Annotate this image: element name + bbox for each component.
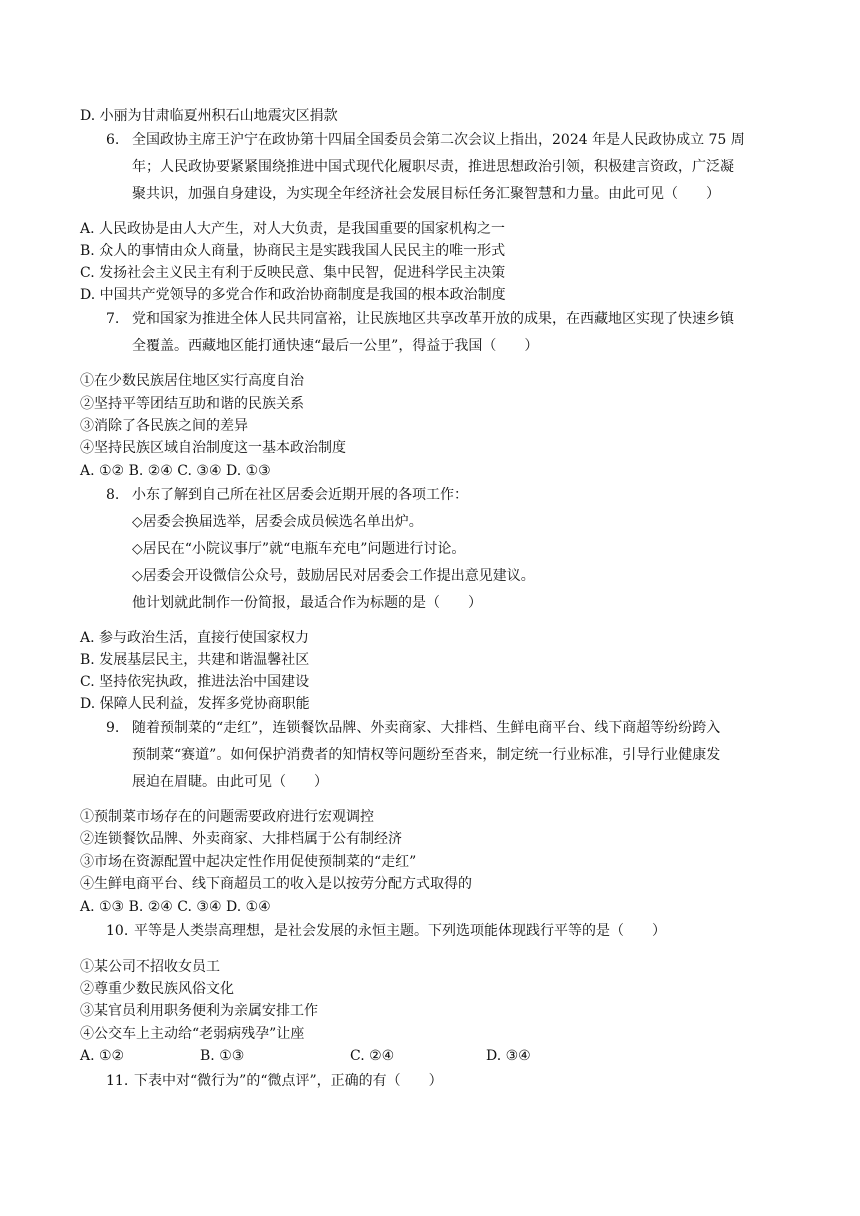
q8-bullet-3: ◇居委会开设微信公众号，鼓励居民对居委会工作提出意见建议。 (132, 568, 535, 584)
q5-option-d: D. 小丽为甘肃临夏州积石山地震灾区捐款 (80, 108, 338, 124)
q6-stem-line-2: 年；人民政协要紧紧围绕推进中国式现代化履职尽责，推进思想政治引领，积极建言资政，广泛凝 (132, 159, 734, 175)
q9-stem-line-2: 预制菜“赛道”。如何保护消费者的知情权等问题纷至沓来，制定统一行业标准，引导行业健康发 (132, 747, 721, 763)
q9-number: 9. (106, 720, 120, 736)
q10-item-2: ②尊重少数民族风俗文化 (80, 981, 234, 997)
q10-answer-d: D. ③④ (486, 1048, 531, 1064)
q8-stem-line-5: 他计划就此制作一份简报，最适合作为标题的是（ ） (132, 595, 482, 611)
q6-option-b: B. 众人的事情由众人商量，协商民主是实践我国人民民主的唯一形式 (80, 243, 506, 259)
q10-number: 10. (106, 923, 129, 939)
q6-option-c: C. 发扬社会主义民主有利于反映民意、集中民智，促进科学民主决策 (80, 265, 506, 281)
q7-stem-line-1: 党和国家为推进全体人民共同富裕，让民族地区共享改革开放的成果，在西藏地区实现了快速乡镇 (132, 311, 734, 327)
q9-answer-options: A. ①③ B. ②④ C. ③④ D. ①④ (80, 899, 271, 915)
q9-stem-line-3: 展迫在眉睫。由此可见（ ） (132, 774, 328, 790)
q8-bullet-2: ◇居民在“小院议事厅”就“电瓶车充电”问题进行讨论。 (132, 541, 466, 557)
q11-stem: 下表中对“微行为”的“微点评”，正确的有（ ） (134, 1073, 443, 1089)
q8-number: 8. (106, 487, 120, 503)
q8-option-c: C. 坚持依宪执政，推进法治中国建设 (80, 674, 310, 690)
q8-option-d: D. 保障人民利益，发挥多党协商职能 (80, 696, 310, 712)
q7-item-2: ②坚持平等团结互助和谐的民族关系 (80, 396, 304, 412)
q10-item-3: ③某官员利用职务便利为亲属安排工作 (80, 1003, 318, 1019)
q7-item-1: ①在少数民族居住地区实行高度自治 (80, 373, 304, 389)
q6-stem-line-1: 全国政协主席王沪宁在政协第十四届全国委员会第二次会议上指出，2024 年是人民政协成立 75 周 (132, 132, 745, 148)
q9-item-1: ①预制菜市场存在的问题需要政府进行宏观调控 (80, 809, 374, 825)
q7-item-4: ④坚持民族区域自治制度这一基本政治制度 (80, 440, 346, 456)
q6-option-d: D. 中国共产党领导的多党合作和政治协商制度是我国的根本政治制度 (80, 287, 506, 303)
q9-item-3: ③市场在资源配置中起决定性作用促使预制菜的“走红” (80, 854, 417, 870)
q8-option-b: B. 发展基层民主，共建和谐温馨社区 (80, 652, 310, 668)
q10-item-1: ①某公司不招收女员工 (80, 959, 220, 975)
q7-answer-options: A. ①② B. ②④ C. ③④ D. ①③ (80, 463, 271, 479)
q10-answer-c: C. ②④ (350, 1048, 395, 1064)
q10-stem: 平等是人类崇高理想，是社会发展的永恒主题。下列选项能体现践行平等的是（ ） (134, 923, 666, 939)
q8-bullet-1: ◇居委会换届选举，居委会成员候选名单出炉。 (132, 514, 423, 530)
q7-number: 7. (106, 311, 120, 327)
q7-stem-line-2: 全覆盖。西藏地区能打通快速“最后一公里”，得益于我国（ ） (132, 338, 539, 354)
q11-number: 11. (106, 1073, 129, 1089)
q10-answer-b: B. ①③ (200, 1048, 245, 1064)
q10-answer-a: A. ①② (80, 1048, 125, 1064)
q6-number: 6. (106, 132, 120, 148)
q9-stem-line-1: 随着预制菜的“走红”，连锁餐饮品牌、外卖商家、大排档、生鲜电商平台、线下商超等纷纷跨入 (132, 720, 721, 736)
q8-stem-line-1: 小东了解到自己所在社区居委会近期开展的各项工作： (132, 487, 468, 503)
q7-item-3: ③消除了各民族之间的差异 (80, 418, 248, 434)
q8-option-a: A. 参与政治生活，直接行使国家权力 (80, 630, 310, 646)
q10-item-4: ④公交车上主动给“老弱病残孕”让座 (80, 1026, 305, 1042)
q9-item-4: ④生鲜电商平台、线下商超员工的收入是以按劳分配方式取得的 (80, 876, 472, 892)
q6-stem-line-3: 聚共识，加强自身建设，为实现全年经济社会发展目标任务汇聚智慧和力量。由此可见（ ） (132, 186, 720, 202)
q6-option-a: A. 人民政协是由人大产生，对人大负责，是我国重要的国家机构之一 (80, 221, 506, 237)
q9-item-2: ②连锁餐饮品牌、外卖商家、大排档属于公有制经济 (80, 831, 402, 847)
